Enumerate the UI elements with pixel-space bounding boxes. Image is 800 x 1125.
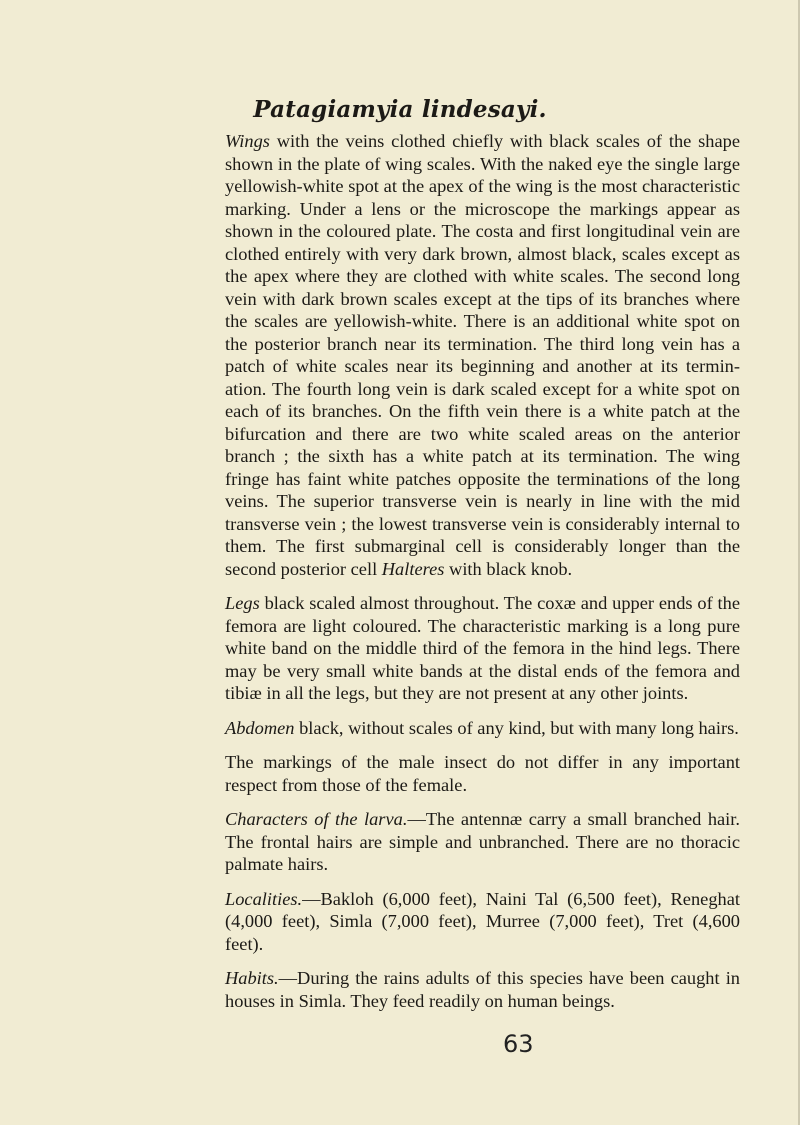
paragraph-lead-localities: Localities. bbox=[225, 888, 303, 909]
paragraph-lead-larva: Characters of the larva. bbox=[225, 809, 408, 829]
paragraph-text-abdomen: black, without scales of any kind, but with many long hairs. bbox=[294, 717, 739, 738]
paragraph-text-larva: —The antennæ carry a small branched hair. The frontal hairs are simple and unbranched. There are no thoracic palmate hairs. bbox=[225, 809, 741, 874]
paragraph-localities bbox=[225, 888, 740, 956]
paragraph-habits bbox=[225, 967, 740, 1012]
paragraph-text-wings: with the veins clothed chiefly with black scales of the shape shown in the plate of wing scales. With the naked eye the single large yellowish-white spot at the apex of the wing is the most characteristic marking. Under a lens or the microscope the markings appear as shown in the coloured plate. The costa and first longitudinal vein are clothed entirely with very dark brown, almost black, scales except as the apex where they are clothed with white scales. The second long vein with dark brown scales except at the tips of its branches where the scales are yellowish-white. There is an additional white spot on the posterior branch near its termination. The third long vein has a patch of white scales near its beginning and another at its termin-ation. The fourth long vein is dark scaled except for a white spot on each of its branches. On the fifth vein there is a white patch at the bifurcation and there are two white scaled areas on the anterior branch ; the sixth has a white patch at its termination. The wing fringe has faint white patches opposite the terminations of the long veins. The superior transverse vein is nearly in line with the mid transverse vein ; the lowest transverse vein is considerably internal to them. The first submarginal cell is considerably longer than the second posterior cell bbox=[225, 131, 740, 579]
paragraph-wings bbox=[225, 130, 740, 580]
paragraph-tail-wings: with black knob. bbox=[444, 558, 573, 579]
paragraph-lead-habits: Habits. bbox=[225, 968, 279, 988]
paragraph-text-habits: —During the rains adults of this species have been caught in houses in Simla. They feed readily on human beings. bbox=[225, 968, 740, 1011]
paragraph-lead-wings: Wings bbox=[225, 131, 270, 151]
running-title: Patagiamyia lindesayi. bbox=[253, 96, 547, 123]
paragraph-lead-legs: Legs bbox=[225, 593, 260, 613]
paragraph-lead-abdomen: Abdomen bbox=[225, 717, 295, 738]
paragraph-halteres-term: Halteres bbox=[381, 558, 445, 579]
page-number: 63 bbox=[503, 1030, 534, 1058]
paragraph-male-markings bbox=[225, 751, 740, 796]
paragraph-text-male: The markings of the male insect do not differ in any important respect from those of the female. bbox=[225, 752, 740, 795]
paragraph-text-legs: black scaled almost throughout. The coxæ and upper ends of the femora are light coloured. The characteristic marking is a long pure white band on the middle third of the femora in the hind legs. There may be very small white bands at the distal ends of the femora and tibiæ in all the legs, but they are not present at any other joints. bbox=[225, 593, 740, 703]
paragraph-text-localities: —Bakloh (6,000 feet), Naini Tal (6,500 feet), Reneghat (4,000 feet), Simla (7,000 feet), Murree (7,000 feet), Tret (4,600 feet). bbox=[225, 888, 740, 954]
paragraph-larva bbox=[225, 808, 740, 876]
paragraph-legs bbox=[225, 592, 740, 705]
paragraph-abdomen bbox=[225, 717, 740, 740]
body-text bbox=[225, 130, 740, 1024]
